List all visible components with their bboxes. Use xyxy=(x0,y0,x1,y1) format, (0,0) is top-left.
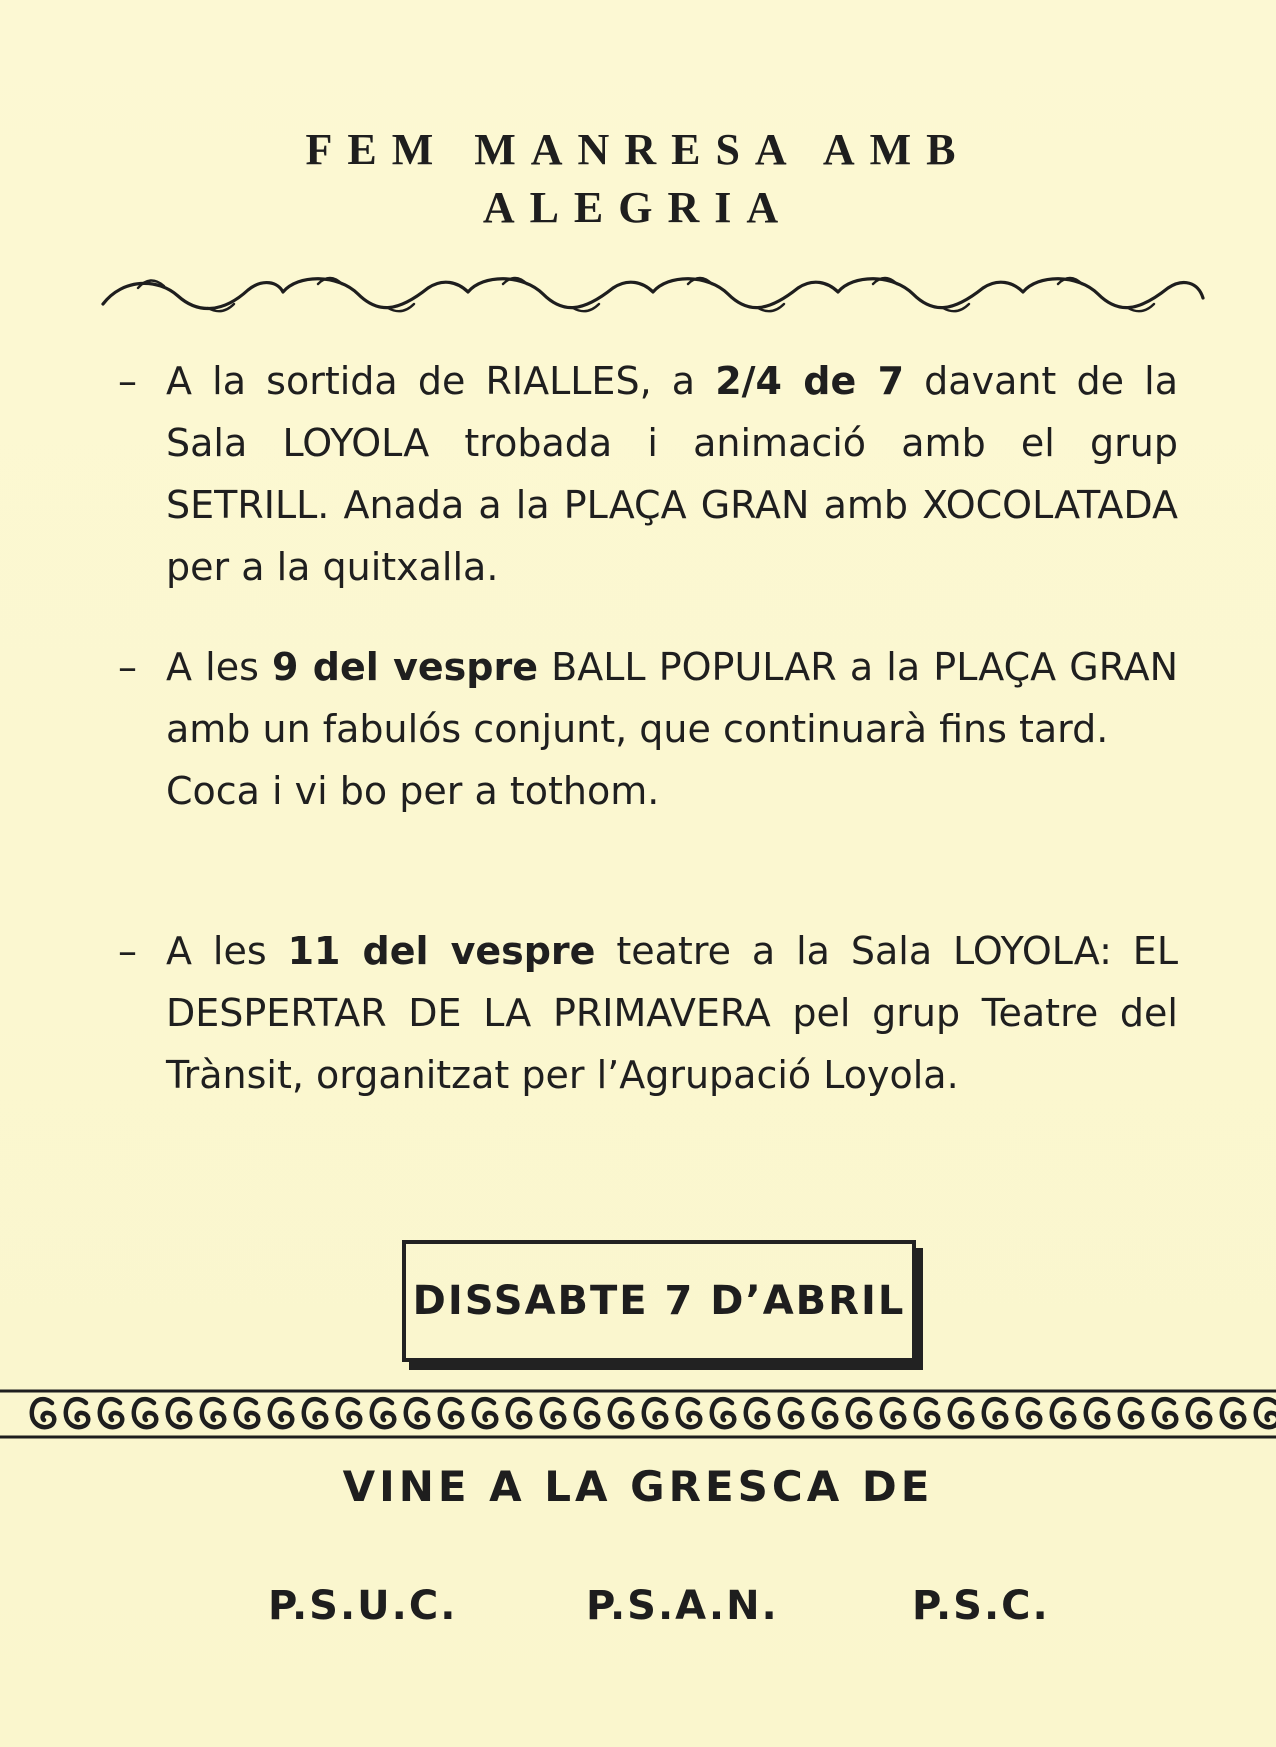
event-text: A la sortida de RIALLES, a xyxy=(166,359,716,403)
event-text: teatre a la Sala LOYOLA: EL DESPERTAR DE LA PRIMAVERA pel grup Teatre del Trànsit, organitzat per l’Agrupació Loyola. xyxy=(166,929,1178,1097)
event-teatre xyxy=(118,920,1178,1106)
event-time: 9 del vespre xyxy=(272,645,538,689)
scroll-ornament-icon xyxy=(98,268,1208,318)
event-text: A les xyxy=(166,645,273,689)
event-note: Coca i vi bo per a tothom. xyxy=(166,769,660,813)
date-label: DISSABTE 7 D’ABRIL xyxy=(412,1278,906,1324)
party-psan: P.S.A.N. xyxy=(586,1583,779,1629)
title-line-2: ALEGRIA xyxy=(482,183,794,232)
event-rialles xyxy=(118,350,1178,598)
party-psc: P.S.C. xyxy=(912,1583,1050,1629)
event-dash: – xyxy=(118,359,137,403)
event-time: 11 del vespre xyxy=(287,929,596,973)
event-ball-popular xyxy=(118,636,1178,822)
event-dash: – xyxy=(118,645,137,689)
event-dash: – xyxy=(118,929,137,973)
event-text: A les xyxy=(166,929,288,973)
invite-text: VINE A LA GRESCA DE xyxy=(342,1462,934,1511)
date-box xyxy=(402,1240,916,1362)
event-text: davant de la Sala LOYOLA trobada i animació amb el grup SETRILL. Anada a la PLAÇA GRAN amb XOCOLATADA per a la quitxalla. xyxy=(166,359,1178,589)
event-time: 2/4 de 7 xyxy=(715,359,905,403)
title-line-1: FEM MANRESA AMB xyxy=(305,125,971,174)
event-text: BALL POPULAR a la PLAÇA GRAN amb un fabulós conjunt, que continuarà fins tard. xyxy=(166,645,1178,751)
greek-key-border-icon xyxy=(0,1388,1276,1440)
party-psuc: P.S.U.C. xyxy=(268,1583,458,1629)
